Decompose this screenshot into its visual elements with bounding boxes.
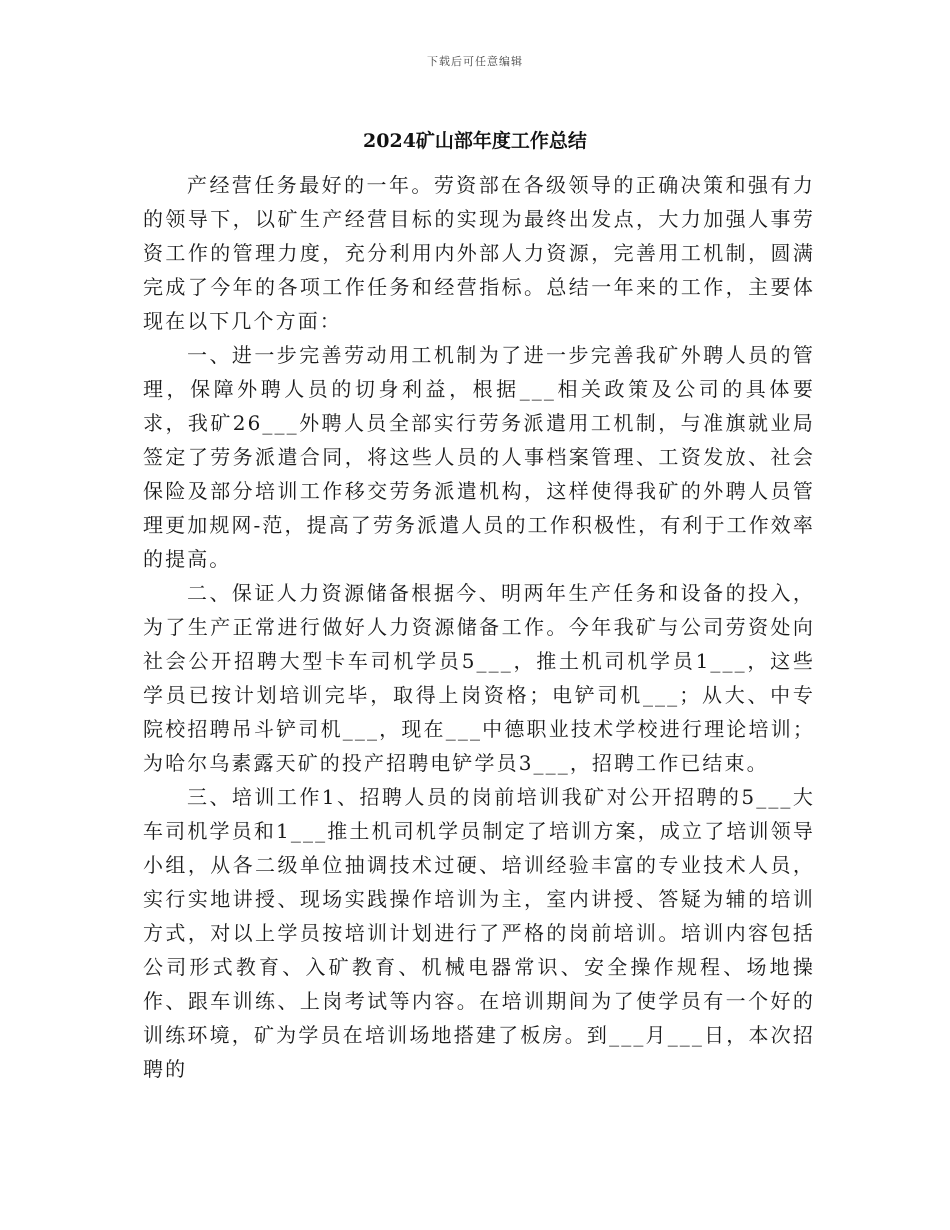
paragraph-section-3: 三、培训工作1、招聘人员的岗前培训我矿对公开招聘的5___大车司机学员和1___推土机司机学员制定了培训方案，成立了培训领导小组，从各二级单位抽调技术过硬、培训经验丰富的专业技术人员，实行实地讲授、现场实践操作培训为主，室内讲授、答疑为辅的培训方式，对以上学员按培训计划进行了严格的岗前培训。培训内容包括公司形式教育、入矿教育、机械电器常识、安全操作规程、场地操作、跟车训练、上岗考试等内容。在培训期间为了使学员有一个好的训练环境，矿为学员在培训场地搭建了板房。到___月___日，本次招聘的: [143, 785, 815, 1081]
document-body: [143, 168, 815, 1086]
document-title: 2024矿山部年度工作总结: [363, 130, 587, 152]
paragraph-intro: 产经营任务最好的一年。劳资部在各级领导的正确决策和强有力的领导下，以矿生产经营目标的实现为最终出发点，大力加强人事劳资工作的管理力度，充分利用内外部人力资源，完善用工机制，圆满完成了今年的各项工作任务和经营指标。总结一年来的工作，主要体现在以下几个方面：: [143, 173, 815, 333]
paragraph-section-2: 二、保证人力资源储备根据今、明两年生产任务和设备的投入，为了生产正常进行做好人力资源储备工作。今年我矿与公司劳资处向社会公开招聘大型卡车司机学员5___，推土机司机学员1___，这些学员已按计划培训完毕，取得上岗资格；电铲司机___；从大、中专院校招聘吊斗铲司机___，现在___中德职业技术学校进行理论培训；为哈尔乌素露天矿的投产招聘电铲学员3___，招聘工作已结束。: [143, 581, 815, 775]
paragraph-section-1: 一、进一步完善劳动用工机制为了进一步完善我矿外聘人员的管理，保障外聘人员的切身利益，根据___相关政策及公司的具体要求，我矿26___外聘人员全部实行劳务派遣用工机制，与准旗就业局签定了劳务派遣合同，将这些人员的人事档案管理、工资发放、社会保险及部分培训工作移交劳务派遣机构，这样使得我矿的外聘人员管理更加规网-范，提高了劳务派遣人员的工作积极性，有利于工作效率的提高。: [143, 343, 815, 571]
header-note: 下载后可任意编辑: [427, 55, 523, 68]
